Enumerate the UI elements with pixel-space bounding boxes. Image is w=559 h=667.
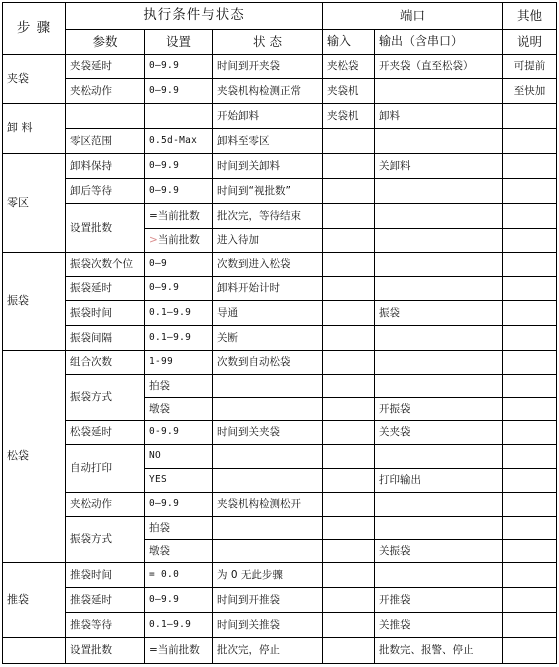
header-param: 参数 [66, 30, 145, 55]
output-cell [375, 129, 503, 154]
param-cell: 夹松动作 [66, 493, 145, 517]
state-cell: 夹袋机构检测正常 [213, 79, 323, 104]
input-cell [323, 638, 375, 664]
state-cell: 时间到关推袋 [213, 613, 323, 638]
setting-value: 当前批数 [157, 234, 200, 247]
note-cell [503, 129, 557, 154]
note-cell [503, 421, 557, 445]
input-cell [323, 179, 375, 204]
state-cell: 批次完，停止 [213, 638, 323, 664]
setting-cell: =当前批数 [145, 638, 213, 664]
note-cell [503, 351, 557, 375]
state-cell: 时间到开推袋 [213, 588, 323, 613]
output-cell [375, 253, 503, 277]
param-cell: 卸料保持 [66, 154, 145, 179]
setting-cell: 拍袋 [145, 375, 213, 398]
input-cell [323, 493, 375, 517]
note-cell [503, 613, 557, 638]
table-row [3, 104, 557, 129]
input-cell [323, 588, 375, 613]
header-row-2 [3, 30, 557, 55]
state-cell: 开始卸料 [213, 104, 323, 129]
param-cell: 松袋延时 [66, 421, 145, 445]
process-table [2, 2, 557, 664]
setting-cell: 1-99 [145, 351, 213, 375]
setting-cell: 墩袋 [145, 540, 213, 563]
table-row [3, 277, 557, 301]
state-cell [213, 375, 323, 398]
table-row [3, 351, 557, 375]
param-cell: 夹松动作 [66, 79, 145, 104]
input-cell [323, 301, 375, 326]
header-setting: 设置 [145, 30, 213, 55]
output-cell: 卸料 [375, 104, 503, 129]
state-cell: 时间到开夹袋 [213, 55, 323, 79]
input-cell [323, 326, 375, 351]
input-cell [323, 229, 375, 253]
table-row [3, 613, 557, 638]
setting-cell: 0—9.9 [145, 154, 213, 179]
step-push: 推袋 [3, 563, 66, 638]
output-cell [375, 351, 503, 375]
table-row [3, 588, 557, 613]
output-cell: 打印输出 [375, 469, 503, 493]
setting-cell: 墩袋 [145, 398, 213, 421]
note-cell [503, 253, 557, 277]
note-cell: 可提前 [503, 55, 557, 79]
input-cell [323, 563, 375, 588]
output-cell [375, 204, 503, 229]
table-row [3, 55, 557, 79]
header-output: 输出（含串口） [375, 30, 503, 55]
note-cell [503, 326, 557, 351]
output-cell [375, 445, 503, 469]
note-cell [503, 398, 557, 421]
note-cell [503, 301, 557, 326]
param-cell: 自动打印 [66, 445, 145, 493]
table-row [3, 563, 557, 588]
param-cell: 夹袋延时 [66, 55, 145, 79]
param-cell: 振袋方式 [66, 375, 145, 421]
table-row [3, 375, 557, 398]
param-cell: 零区范围 [66, 129, 145, 154]
header-step: 步 骤 [3, 3, 66, 55]
param-cell: 设置批数 [66, 204, 145, 253]
header-input: 输入 [323, 30, 375, 55]
setting-cell [145, 229, 213, 253]
setting-cell [145, 104, 213, 129]
param-cell: 推袋时间 [66, 563, 145, 588]
note-cell [503, 204, 557, 229]
header-conditions: 执行条件与状态 [66, 3, 323, 30]
param-cell: 振袋延时 [66, 277, 145, 301]
table-row [3, 517, 557, 540]
state-cell [213, 540, 323, 563]
state-cell: 时间到关夹袋 [213, 421, 323, 445]
input-cell [323, 398, 375, 421]
note-cell [503, 277, 557, 301]
setting-cell: 0—9.9 [145, 493, 213, 517]
state-cell: 为 0 无此步骤 [213, 563, 323, 588]
output-cell [375, 277, 503, 301]
input-cell [323, 277, 375, 301]
setting-cell: 0.5d-Max [145, 129, 213, 154]
note-cell [503, 540, 557, 563]
output-cell: 关卸料 [375, 154, 503, 179]
input-cell: 夹松袋 [323, 55, 375, 79]
greater-than-mark: > [149, 234, 158, 247]
output-cell [375, 493, 503, 517]
note-cell [503, 517, 557, 540]
state-cell: 导通 [213, 301, 323, 326]
param-cell: 振袋间隔 [66, 326, 145, 351]
state-cell: 卸料开始计时 [213, 277, 323, 301]
output-cell [375, 179, 503, 204]
note-cell [503, 375, 557, 398]
header-note: 说明 [503, 30, 557, 55]
param-cell: 振袋方式 [66, 517, 145, 563]
step-empty [3, 638, 66, 664]
note-cell [503, 445, 557, 469]
output-cell [375, 517, 503, 540]
setting-cell: 0-9.9 [145, 421, 213, 445]
header-state: 状 态 [213, 30, 323, 55]
header-row-1 [3, 3, 557, 30]
setting-cell: =当前批数 [145, 204, 213, 229]
setting-cell: 拍袋 [145, 517, 213, 540]
note-cell [503, 588, 557, 613]
table-row [3, 79, 557, 104]
setting-cell: 0—9.9 [145, 277, 213, 301]
setting-cell: 0—9 [145, 253, 213, 277]
output-cell [375, 563, 503, 588]
setting-cell: 0.1—9.9 [145, 326, 213, 351]
setting-cell: 0—9.9 [145, 179, 213, 204]
step-zero: 零区 [3, 154, 66, 253]
table-row [3, 154, 557, 179]
note-cell [503, 493, 557, 517]
input-cell [323, 129, 375, 154]
note-cell [503, 179, 557, 204]
output-cell: 开推袋 [375, 588, 503, 613]
state-cell: 卸料至零区 [213, 129, 323, 154]
input-cell [323, 253, 375, 277]
param-cell: 组合次数 [66, 351, 145, 375]
input-cell [323, 517, 375, 540]
output-cell: 振袋 [375, 301, 503, 326]
output-cell [375, 79, 503, 104]
param-cell: 设置批数 [66, 638, 145, 664]
input-cell [323, 613, 375, 638]
setting-cell: YES [145, 469, 213, 493]
step-vibrate: 振袋 [3, 253, 66, 351]
header-other: 其他 [503, 3, 557, 30]
note-cell [503, 638, 557, 664]
setting-cell: NO [145, 445, 213, 469]
table-row [3, 301, 557, 326]
setting-cell: 0.1—9.9 [145, 301, 213, 326]
note-cell [503, 563, 557, 588]
state-cell: 批次完，等待结束 [213, 204, 323, 229]
output-cell: 批数完、报警、停止 [375, 638, 503, 664]
input-cell [323, 351, 375, 375]
step-release: 松袋 [3, 351, 66, 563]
state-cell: 夹袋机构检测松开 [213, 493, 323, 517]
param-cell: 振袋次数个位 [66, 253, 145, 277]
table-row [3, 326, 557, 351]
input-cell [323, 540, 375, 563]
output-cell: 开夹袋（直至松袋） [375, 55, 503, 79]
state-cell: 关断 [213, 326, 323, 351]
param-cell: 推袋延时 [66, 588, 145, 613]
input-cell: 夹袋机 [323, 79, 375, 104]
output-cell [375, 326, 503, 351]
setting-cell: 0—9.9 [145, 79, 213, 104]
setting-cell: 0—9.9 [145, 55, 213, 79]
input-cell [323, 154, 375, 179]
output-cell: 开振袋 [375, 398, 503, 421]
input-cell: 夹袋机 [323, 104, 375, 129]
table-row [3, 204, 557, 229]
output-cell [375, 229, 503, 253]
note-cell [503, 229, 557, 253]
note-cell [503, 469, 557, 493]
note-cell [503, 154, 557, 179]
header-port: 端口 [323, 3, 503, 30]
table-row [3, 253, 557, 277]
input-cell [323, 445, 375, 469]
step-clamp: 夹袋 [3, 55, 66, 104]
note-cell [503, 104, 557, 129]
param-cell: 推袋等待 [66, 613, 145, 638]
table-row [3, 638, 557, 664]
table-row [3, 421, 557, 445]
state-cell [213, 517, 323, 540]
input-cell [323, 469, 375, 493]
step-unload: 卸 料 [3, 104, 66, 154]
input-cell [323, 421, 375, 445]
table-row [3, 179, 557, 204]
output-cell: 关推袋 [375, 613, 503, 638]
state-cell [213, 398, 323, 421]
input-cell [323, 204, 375, 229]
state-cell: 时间到“视批数” [213, 179, 323, 204]
setting-cell: = 0.0 [145, 563, 213, 588]
state-cell [213, 445, 323, 469]
param-cell: 振袋时间 [66, 301, 145, 326]
output-cell: 关夹袋 [375, 421, 503, 445]
table-row [3, 493, 557, 517]
input-cell [323, 375, 375, 398]
output-cell [375, 375, 503, 398]
param-cell [66, 104, 145, 129]
state-cell: 进入待加 [213, 229, 323, 253]
table-row [3, 445, 557, 469]
output-cell: 关振袋 [375, 540, 503, 563]
state-cell: 次数到自动松袋 [213, 351, 323, 375]
state-cell: 时间到关卸料 [213, 154, 323, 179]
note-cell: 至快加 [503, 79, 557, 104]
param-cell: 卸后等待 [66, 179, 145, 204]
state-cell: 次数到进入松袋 [213, 253, 323, 277]
setting-cell: 0.1—9.9 [145, 613, 213, 638]
setting-cell: 0—9.9 [145, 588, 213, 613]
table-row [3, 129, 557, 154]
state-cell [213, 469, 323, 493]
